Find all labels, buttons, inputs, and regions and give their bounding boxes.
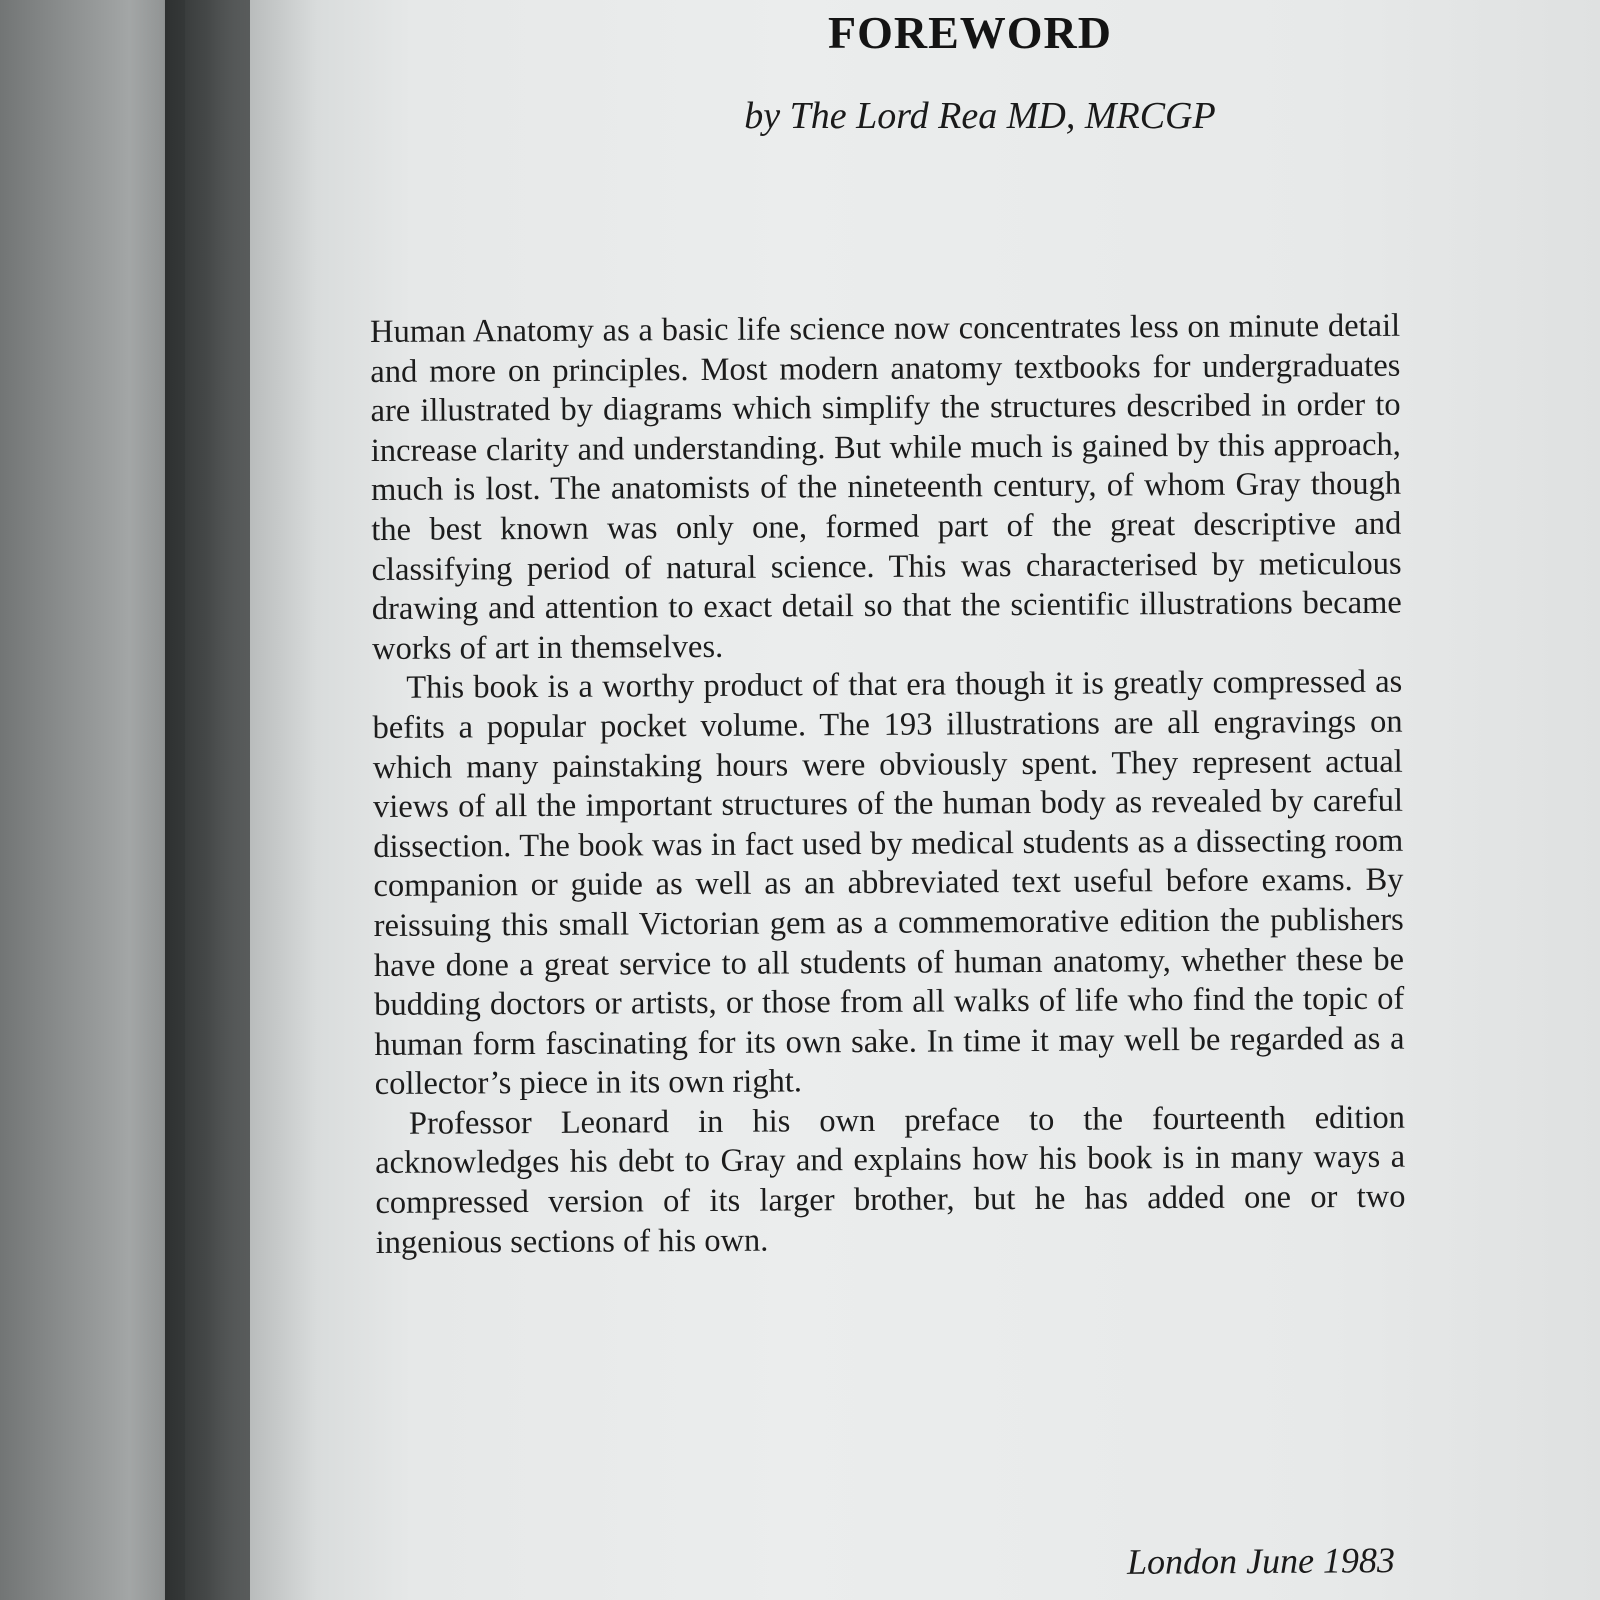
paragraph-1: Human Anatomy as a basic life science now concentrates less on minute detail and more on principles. Most modern anatomy textbooks for undergraduates are illustrated by diagrams which simplify the structures described in order to increase clarity and understanding. But while much is gained by this approach, much is lost. The anatomists of the nineteenth century, of whom Gray though the best known was only one, formed part of the great descriptive and classifying period of natural science. This was characterised by meticulous drawing and attention to exact detail so that the scientific illustrations became works of art in themselves.: [370, 307, 1402, 667]
place-date-signoff: London June 1983: [1126, 1540, 1396, 1582]
author-byline: by The Lord Rea MD, MRCGP: [744, 95, 1216, 137]
left-page-edge: [0, 0, 185, 1600]
page-title: FOREWORD: [828, 7, 1112, 58]
paragraph-3: Professor Leonard in his own preface to the fourteenth edition acknowledges his debt to Gray and explains how his book is in many ways a compressed version of its larger brother, but he has added one or two ingenious sections of his own.: [375, 1099, 1406, 1261]
paragraph-2: This book is a worthy product of that era though it is greatly compressed as befits a popular pocket volume. The 193 illustrations are all engravings on which many painstaking hours were obviously spent. They represent actual views of all the important structures of the human body as revealed by careful dissection. The book was in fact used by medical students as a dissecting room companion or guide as well as an abbreviated text useful before exams. By reissuing this small Victorian gem as a commemorative edition the publishers have done a great service to all students of human anatomy, whether these be budding doctors or artists, or those from all walks of life who find the topic of human form fascinating for its own sake. In time it may well be regarded as a collector’s piece in its own right.: [372, 664, 1405, 1103]
foreword-page: [250, 0, 1600, 1600]
foreword-body: [370, 307, 1406, 1264]
